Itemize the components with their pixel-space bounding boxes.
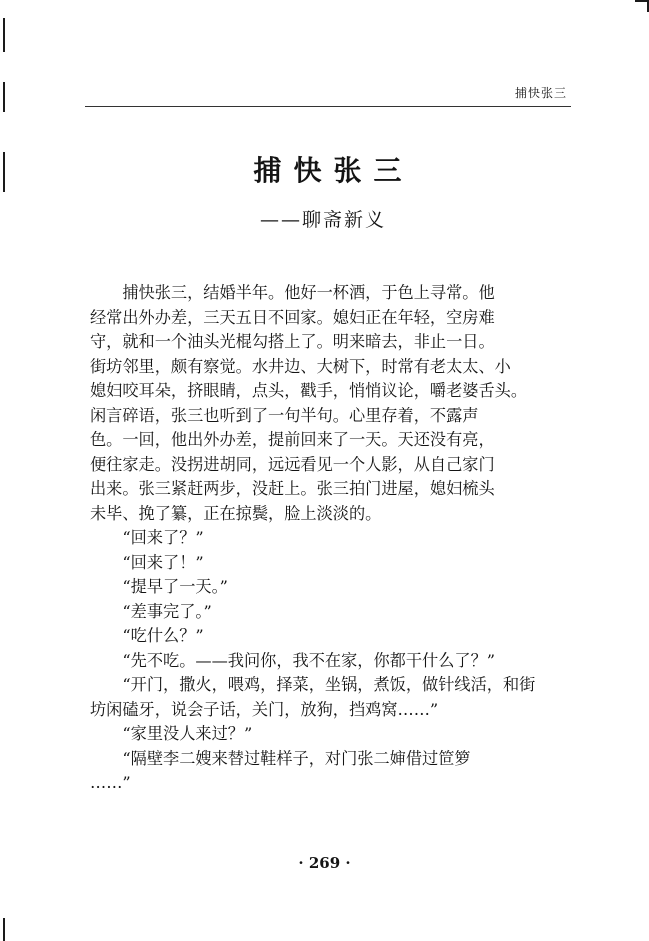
- page-number: · 269 ·: [298, 854, 351, 872]
- chapter-title: 捕快张三: [253, 154, 414, 187]
- left-edge-mark-1: [3, 18, 5, 52]
- body-line: 色。一回，他出外办差，提前回来了一天。天还没有亮，: [90, 430, 495, 449]
- header-rule: [85, 106, 571, 107]
- dialogue-line: “回来了？”: [90, 528, 204, 547]
- body-line: 守，就和一个油头光棍勾搭上了。明来暗去，非止一日。: [90, 332, 495, 351]
- dialogue-line: “差事完了。”: [90, 601, 212, 621]
- dialogue-line: “回来了！”: [90, 552, 204, 572]
- body-line: 经常出外办差，三天五日不回家。媳妇正在年轻，空房难: [90, 307, 495, 327]
- running-head: 捕快张三: [514, 86, 567, 100]
- dialogue-line: “隔壁李二嫂来替过鞋样子，对门张二婶借过笸箩: [90, 748, 471, 768]
- corner-crop-mark: [635, 0, 649, 12]
- body-line: 街坊邻里，颇有察觉。水井边、大树下，时常有老太太、小: [90, 356, 511, 376]
- body-text: [90, 281, 575, 796]
- chapter-subtitle: ——聊斋新义: [260, 209, 387, 231]
- body-line: 未毕、挽了纂，正在掠鬓，脸上淡淡的。: [90, 503, 382, 523]
- dialogue-line: “吃什么？”: [90, 626, 204, 645]
- body-line: 便往家走。没拐进胡同，远远看见一个人影，从自己家门: [90, 454, 495, 474]
- left-edge-mark-4: [3, 918, 5, 941]
- body-line: 媳妇咬耳朵，挤眼睛，点头，戳手，悄悄议论，嚼老婆舌头。: [90, 381, 528, 400]
- dialogue-line: 坊闲磕牙，说会子话，关门，放狗，挡鸡窝……”: [90, 699, 439, 719]
- body-line: 闲言碎语，张三也听到了一句半句。心里存着，不露声: [90, 405, 479, 425]
- dialogue-line: “提早了一天。”: [90, 577, 228, 596]
- dialogue-line: ……”: [90, 773, 131, 792]
- body-line: 捕快张三，结婚半年。他好一杯酒，于色上寻常。他: [90, 283, 495, 302]
- dialogue-line: “家里没人来过？”: [90, 724, 253, 743]
- dialogue-line: “开门，撒火，喂鸡，择菜，坐锅，煮饭，做针线活，和街: [90, 675, 536, 694]
- left-edge-mark-2: [3, 82, 5, 112]
- body-line: 出来。张三紧赶两步，没赶上。张三拍门进屋，媳妇梳头: [90, 479, 495, 498]
- dialogue-line: “先不吃。——我问你，我不在家，你都干什么了？”: [90, 650, 496, 670]
